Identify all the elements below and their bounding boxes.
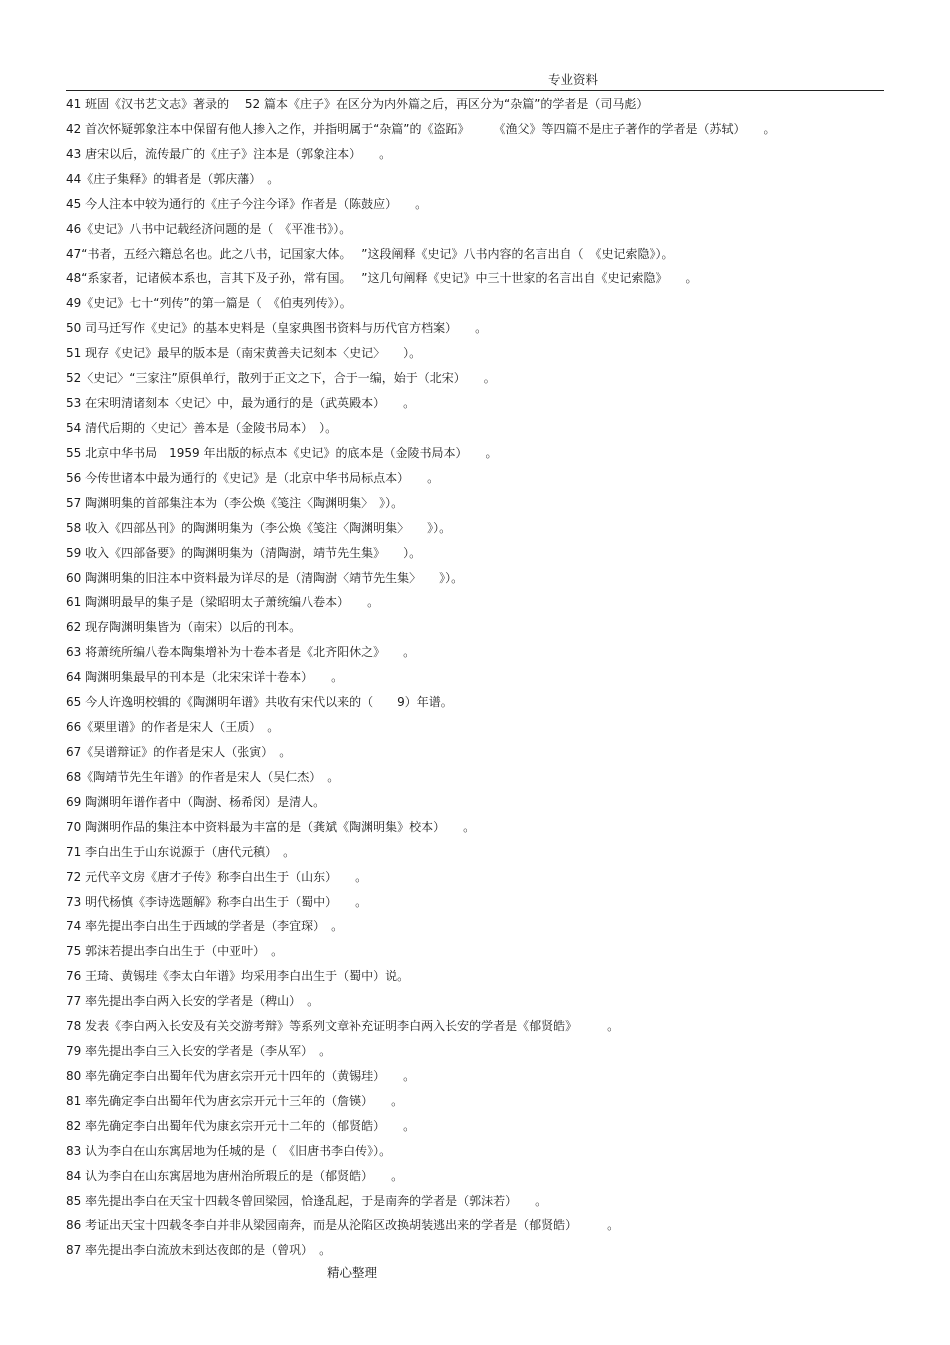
list-item: 63 将萧统所编八卷本陶集增补为十卷本者是《北齐阳休之》 。	[66, 645, 416, 660]
list-item: 59 收入《四部备要》的陶渊明集为（清陶澍，靖节先生集》 ）。	[66, 545, 422, 560]
list-item: 67《吴谱辩证》的作者是宋人（张寅） 。	[66, 744, 292, 759]
list-item: 77 率先提出李白两入长安的学者是（稗山） 。	[66, 994, 320, 1009]
list-item: 64 陶渊明集最早的刊本是（北宋宋详十卷本） 。	[66, 670, 344, 685]
list-item: 78 发表《李白两入长安及有关交游考辩》等系列文章补充证明李白两入长安的学者是《郁贤皓》 。	[66, 1019, 620, 1034]
page-header	[66, 70, 884, 91]
list-item: 87 率先提出李白流放未到达夜郎的是（曾巩） 。	[66, 1243, 332, 1258]
list-item: 79 率先提出李白三入长安的学者是（李从军） 。	[66, 1044, 332, 1059]
list-item: 85 率先提出李白在天宝十四载冬曾回梁园，恰逢乱起，于是南奔的学者是（郭沫若） 。	[66, 1193, 548, 1208]
list-item: 75 郭沫若提出李白出生于（中亚叶） 。	[66, 944, 284, 959]
list-item: 66《栗里谱》的作者是宋人（王质） 。	[66, 720, 280, 735]
list-item: 70 陶渊明作品的集注本中资料最为丰富的是（龚斌《陶渊明集》校本） 。	[66, 819, 476, 834]
question-list	[66, 92, 896, 1263]
list-item: 84 认为李白在山东寓居地为唐州治所瑕丘的是（郁贤皓） 。	[66, 1168, 404, 1183]
list-item: 48“系家者，记诸候本系也，言其下及子孙，常有国。 ”这几句阐释《史记》中三十世家的名言出自《史记索隐》 。	[66, 271, 698, 286]
list-item: 65 今人许逸明校辑的《陶渊明年谱》共收有宋代以来的（ 9）年谱。	[66, 695, 453, 710]
list-item: 81 率先确定李白出蜀年代为唐玄宗开元十三年的（詹锳） 。	[66, 1093, 404, 1108]
list-item: 61 陶渊明最早的集子是（梁昭明太子萧统编八卷本） 。	[66, 595, 380, 610]
list-item: 73 明代杨慎《李诗选题解》称李白出生于（蜀中） 。	[66, 894, 368, 909]
list-item: 44《庄子集释》的辑者是（郭庆藩） 。	[66, 171, 280, 186]
list-item: 50 司马迁写作《史记》的基本史料是（皇家典图书资料与历代官方档案） 。	[66, 321, 488, 336]
list-item: 71 李白出生于山东说源于（唐代元稹） 。	[66, 844, 296, 859]
list-item: 52〈史记〉“三家注”原俱单行，散列于正文之下，合于一编，始于（北宋） 。	[66, 371, 496, 386]
list-item: 54 清代后期的〈史记〉善本是（金陵书局本） ）。	[66, 420, 338, 435]
list-item: 46《史记》八书中记载经济问题的是（ 《平准书》）。	[66, 221, 352, 236]
page-footer: 精心整理	[327, 1265, 378, 1280]
list-item: 49《史记》七十“列传”的第一篇是（ 《伯夷列传》）。	[66, 296, 352, 311]
list-item: 53 在宋明清诸刻本〈史记〉中，最为通行的是（武英殿本） 。	[66, 396, 416, 411]
list-item: 82 率先确定李白出蜀年代为康玄宗开元十二年的（郁贤皓） 。	[66, 1118, 416, 1133]
list-item: 56 今传世诸本中最为通行的《史记》是（北京中华书局标点本） 。	[66, 470, 440, 485]
list-item: 47“书者，五经六籍总名也。此之八书，记国家大体。 ”这段阐释《史记》八书内容的名言出自（ 《史记索隐》）。	[66, 246, 674, 261]
list-item: 51 现存《史记》最早的版本是（南宋黄善夫记刻本〈史记〉 ）。	[66, 346, 422, 361]
list-item: 55 北京中华书局 1959 年出版的标点本《史记》的底本是（金陵书局本） 。	[66, 445, 498, 460]
list-item: 76 王琦、黄锡珪《李太白年谱》均采用李白出生于（蜀中）说。	[66, 969, 410, 984]
list-item: 41 班固《汉书艺文志》著录的 52 篇本《庄子》在区分为内外篇之后，再区分为“杂篇”的学者是（司马彪）	[66, 97, 649, 111]
list-item: 69 陶渊明年谱作者中（陶澍、杨希闵）是清人。	[66, 794, 326, 809]
list-item: 72 元代辛文房《唐才子传》称李白出生于（山东） 。	[66, 869, 368, 884]
list-item: 80 率先确定李白出蜀年代为唐玄宗开元十四年的（黄锡珪） 。	[66, 1068, 416, 1083]
list-item: 43 唐宋以后，流传最广的《庄子》注本是（郭象注本） 。	[66, 146, 392, 161]
list-item: 83 认为李白在山东寓居地为任城的是（ 《旧唐书李白传》）。	[66, 1143, 392, 1158]
list-item: 60 陶渊明集的旧注本中资料最为详尽的是（清陶澍〈靖节先生集〉 》）。	[66, 570, 464, 585]
list-item: 45 今人注本中较为通行的《庄子今注今译》作者是（陈鼓应） 。	[66, 196, 428, 211]
list-item: 68《陶靖节先生年谱》的作者是宋人（吴仁杰） 。	[66, 769, 340, 784]
list-item: 58 收入《四部丛刊》的陶渊明集为（李公焕《笺注〈陶渊明集〉 》）。	[66, 520, 452, 535]
list-item: 42 首次怀疑郭象注本中保留有他人掺入之作，并指明属于“杂篇”的《盗跖》 《渔父》等四篇不是庄子著作的学者是（苏轼） 。	[66, 121, 776, 136]
list-item: 86 考证出天宝十四载冬李白并非从梁园南奔，而是从沦陷区改换胡装逃出来的学者是（郁贤皓） 。	[66, 1218, 620, 1233]
header-title: 专业资料	[548, 72, 599, 87]
list-item: 57 陶渊明集的首部集注本为（李公焕《笺注〈陶渊明集〉 》）。	[66, 495, 404, 510]
list-item: 74 率先提出李白出生于西域的学者是（李宜琛） 。	[66, 919, 344, 934]
list-item: 62 现存陶渊明集皆为（南宋）以后的刊本。	[66, 620, 302, 635]
